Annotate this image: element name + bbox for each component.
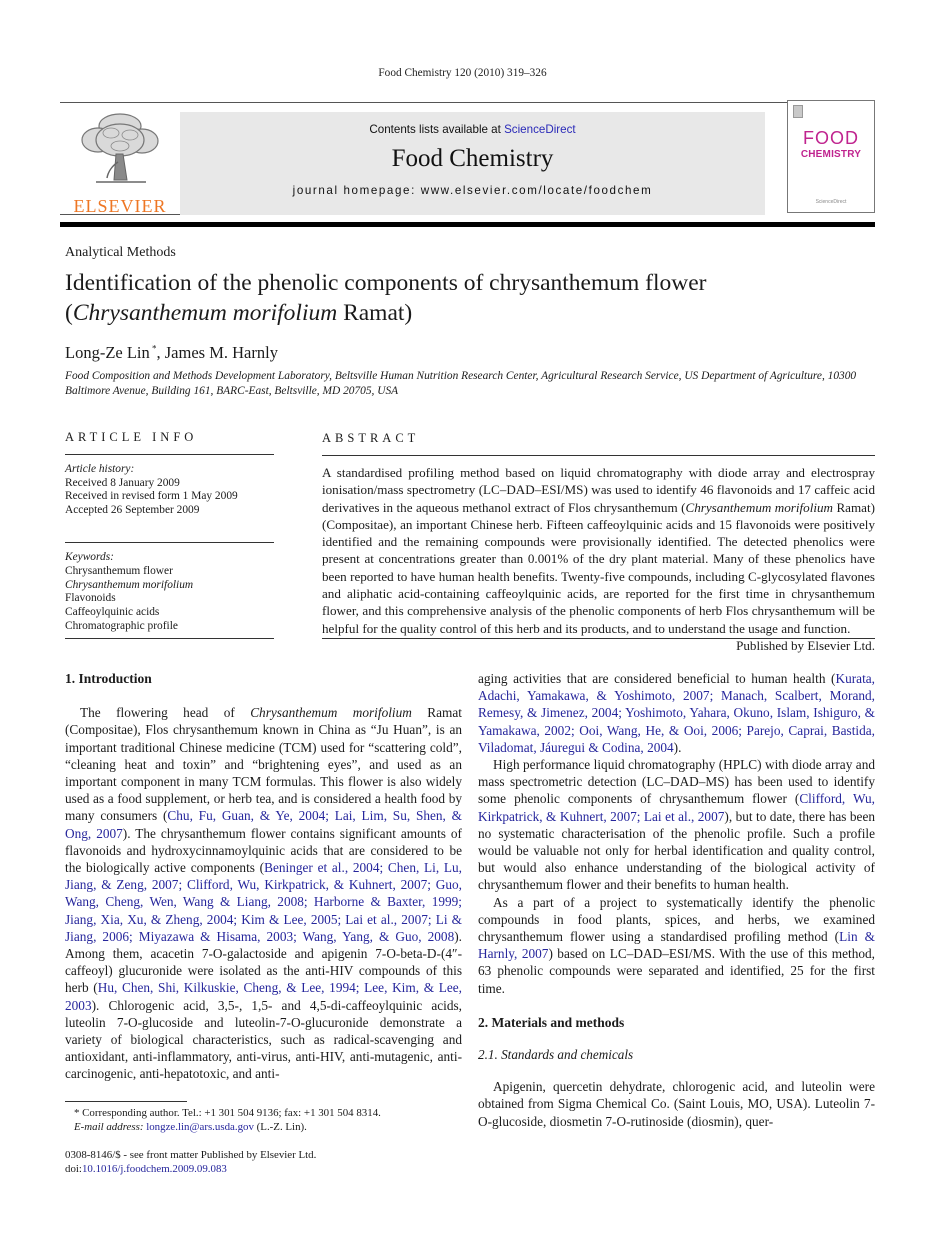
abstract-heading: ABSTRACT (322, 431, 420, 445)
body-paragraph (478, 756, 875, 894)
article-title (65, 268, 865, 328)
footnote-contact: * Corresponding author. Tel.: +1 301 504 9136; fax: +1 301 504 8314. (74, 1107, 381, 1119)
corresponding-author-asterisk: * (149, 343, 157, 354)
text-segment: Chrysanthemum morifolium (250, 705, 412, 721)
article-history-label: Article history: (65, 462, 135, 475)
text-segment: As a part of a project to systematically identify the phenolic compounds in food plants, spices, and herbs, we examined chrysanthemum flower using a standardised profiling method ( (478, 894, 875, 945)
text-segment: ( (65, 300, 73, 326)
subsection-heading-standards: 2.1. Standards and chemicals (478, 1047, 634, 1063)
section-heading-methods: 2. Materials and methods (478, 1014, 625, 1030)
contents-prefix: Contents lists available at (369, 123, 505, 136)
text-segment: Chrysanthemum morifolium (72, 300, 338, 326)
elsevier-wordmark: ELSEVIER (73, 196, 167, 216)
citation-link[interactable]: Clifford, Wu, Kirkpatrick, & Kuhnert, 2007; Lai et al., 2007 (478, 791, 875, 824)
abstract-panel (322, 431, 875, 653)
text-segment: ), but to date, there has been no systematic characterisation of the phenolic profile. Such a profile would be valuable not only for herbal identification and quality control, but would also enhance understanding of the biological activity of chrysanthemum flower and their benefits to human health. (478, 808, 875, 893)
citation-link[interactable]: Hu, Chen, Shi, Kilkuskie, Cheng, & Lee, 1994; Lee, Kim, & Lee, 2003 (65, 980, 462, 1013)
keyword-item: Flavonoids (65, 592, 116, 605)
body-column-right (478, 670, 875, 1130)
cover-title-line1: FOOD (803, 128, 859, 148)
history-revised: Received in revised form 1 May 2009 (65, 490, 238, 503)
keyword-item: Chromatographic profile (65, 619, 178, 632)
elsevier-logo (60, 108, 180, 214)
cover-sciencedirect-mark: ScienceDirect (815, 199, 847, 205)
text-segment: ). (673, 739, 682, 755)
text-segment: , James M. Harnly (156, 343, 278, 362)
text-segment: doi: (65, 1162, 82, 1175)
citation-link[interactable]: Lin & Harnly, 2007 (478, 929, 875, 962)
contents-line (180, 123, 765, 136)
header-divider-bar (60, 222, 875, 227)
text-segment: (L.-Z. Lin). (253, 1120, 307, 1133)
history-accepted: Accepted 26 September 2009 (65, 504, 200, 517)
keyword-item: Chrysanthemum morifolium (65, 578, 194, 591)
journal-banner (180, 112, 765, 215)
footnote-email (65, 1121, 467, 1135)
citation-link[interactable]: Chu, Fu, Guan, & Ye, 2004; Lai, Lim, Su, Shen, & Ong, 2007 (65, 808, 462, 841)
sciencedirect-link[interactable]: ScienceDirect (504, 123, 576, 136)
text-segment: E-mail address: (74, 1120, 147, 1133)
text-segment: Chrysanthemum morifolium (685, 499, 833, 515)
email-link[interactable]: longze.lin@ars.usda.gov (146, 1120, 254, 1133)
text-segment: Ramat) (Compositae), an important Chinese herb. Fifteen caffeoylquinic acids and 15 flavonoids were positively identified and the remaining compounds were provisionally identified. The detected phenolics were present at concentrations greater than 0.001% of the dry plant material. Many of these phenolics have been reported to have human health benefits. Twenty-five compounds, including C-glycosylated flavones and aliphatic acid-containing caffeoylquinic acids, are reported for the first time in chrysanthemum flower, and this comprehensive analysis of the phenolic components of herb Flos chrysanthemum will be helpful for the quality control of this herb and its products, and to understand the usage and function. (322, 499, 875, 636)
text-segment: A standardised profiling method based on liquid chromatography with diode array and electrospray ionisation/mass spectrometry (LC–DAD–ESI/MS) was used to identify 46 flavonoids and 17 caffeic acid derivatives in the aqueous methanol extract of Flos chrysanthemum ( (322, 465, 875, 515)
text-segment: Ramat (Compositae), Flos chrysanthemum known in China as “Ju Huan”, is an important traditional Chinese medicine (TCM) used for “scattering cold”, “cleaning heat and toxin” and “brightening eyes”, and used as an important component in many TCM formulas. This flower is also widely used as a food supplement, or herb tea, and is considered a health food by many consumers ( (65, 705, 462, 824)
article-section-label: Analytical Methods (65, 245, 176, 260)
text-segment: Ramat) (337, 300, 413, 326)
keywords-label: Keywords: (65, 550, 114, 563)
issn-line: 0308-8146/$ - see front matter Published by Elsevier Ltd. (65, 1149, 317, 1161)
rule (65, 542, 274, 543)
body-paragraph (478, 670, 875, 756)
publisher-note: Published by Elsevier Ltd. (736, 637, 875, 653)
doi-link[interactable]: 10.1016/j.foodchem.2009.09.083 (81, 1162, 227, 1175)
article-title-line1: Identification of the phenolic components of chrysanthemum flower (65, 270, 707, 296)
article-info-panel (65, 431, 274, 639)
abstract-text (322, 464, 875, 637)
imprint-footer (65, 1149, 316, 1177)
cover-title-line2: CHEMISTRY (800, 149, 862, 160)
text-segment: High performance liquid chromatography (HPLC) with diode array and mass spectrometric detection (LC–DAD–MS) has been used to identify some phenolic components of chrysanthemum flower ( (478, 757, 875, 807)
rule (322, 455, 875, 456)
intro-paragraph (65, 704, 462, 1082)
author-list (65, 343, 278, 363)
citation-link[interactable]: Kurata, Adachi, Yamakawa, & Yoshimoto, 2007; Manach, Scalbert, Morand, Remesy, & Jimenez, 2004; Yoshimoto, Yahara, Okuno, Islam, Ishiguro, & Yamakawa, 2002; Ooi, Wang, He, & Ooi, 2006; Parejo, Caprai, Bastida, Viladomat, Jáuregui & Codina, 2004 (478, 671, 875, 755)
cover-publisher-mark (793, 105, 803, 118)
rule (65, 454, 274, 455)
text-segment: The flowering head of (80, 705, 251, 721)
corresponding-author-footnote (65, 1101, 467, 1134)
text-segment: ). Chlorogenic acid, 3,5-, 1,5- and 4,5-di-caffeoylquinic acids, luteolin 7-O-glucoside and luteolin-7-O-glucuronide demonstrate a variety of biological characteristics, such as radical-scavenging and antioxidant, anti-inflammatory, anti-virus, anti-HIV, anti-mutagenic, anti-carcinogenic, anti-hepatotoxic, and anti- (65, 997, 462, 1082)
journal-reference: Food Chemistry 120 (2010) 319–326 (378, 67, 547, 79)
text-segment: Long-Ze Lin (65, 343, 150, 362)
journal-cover-thumbnail (787, 100, 875, 213)
journal-homepage-link[interactable]: journal homepage: www.elsevier.com/locate/foodchem (292, 184, 653, 197)
section-heading-introduction: 1. Introduction (65, 671, 152, 686)
logo-underline-rule (60, 214, 180, 215)
citation-link[interactable]: Beninger et al., 2004; Chen, Li, Lu, Jiang, & Zeng, 2007; Clifford, Wu, Kirkpatrick, & Kuhnert, 2007; Guo, Wang, Cheng, Wen, Wang & Liang, 2008; Harborne & Baxter, 1999; Jiang, Xia, Xu, & Zheng, 2004; Kim & Lee, 2005; Lai et al., 2007; Li & Jiang, 2006; Miyazawa & Hisama, 2003; Wang, Yang, & Guo, 2008 (65, 860, 462, 944)
text-segment: ) based on LC–DAD–ESI/MS. With the use of this method, 63 phenolic compounds were separated and identified, 25 for the first time. (478, 946, 875, 996)
body-column-left (65, 670, 462, 1083)
article-title-line2 (65, 298, 865, 328)
history-received: Received 8 January 2009 (65, 476, 180, 489)
text-segment: ). Among them, acacetin 7-O-galactoside and apigenin 7-O-beta-D-(4″-caffeoyl) glucuronide were isolated as the anti-HIV compounds of this herb ( (65, 928, 462, 996)
text-segment: ). The chrysanthemum flower contains significant amounts of flavonoids and hydroxycinnamoylquinic acids that are considered to be the biologically active components ( (65, 825, 462, 876)
elsevier-tree-icon (74, 177, 166, 194)
text-segment: aging activities that are considered beneficial to human health ( (478, 671, 836, 686)
body-paragraph: Apigenin, quercetin dehydrate, chlorogenic acid, and luteolin were obtained from Sigma Chemical Co. (Saint Louis, MO, USA). Luteolin 7-O-glucoside, diosmetin 7-O-rutinoside (diosmin), quer- (478, 1079, 875, 1129)
top-rule (60, 102, 875, 103)
affiliation: Food Composition and Methods Development Laboratory, Beltsville Human Nutrition Research Center, Agricultural Research Service, US Department of Agriculture, 10300 Baltimore Avenue, Building 161, BARC-East, Beltsville, MD 20705, USA (65, 370, 857, 397)
journal-title: Food Chemistry (391, 145, 554, 172)
keyword-item: Chrysanthemum flower (65, 564, 173, 577)
body-paragraph (478, 894, 875, 997)
doi-line (65, 1163, 316, 1177)
article-info-heading: ARTICLE INFO (65, 430, 198, 444)
keyword-item: Caffeoylquinic acids (65, 606, 160, 619)
footnote-rule (65, 1101, 187, 1102)
